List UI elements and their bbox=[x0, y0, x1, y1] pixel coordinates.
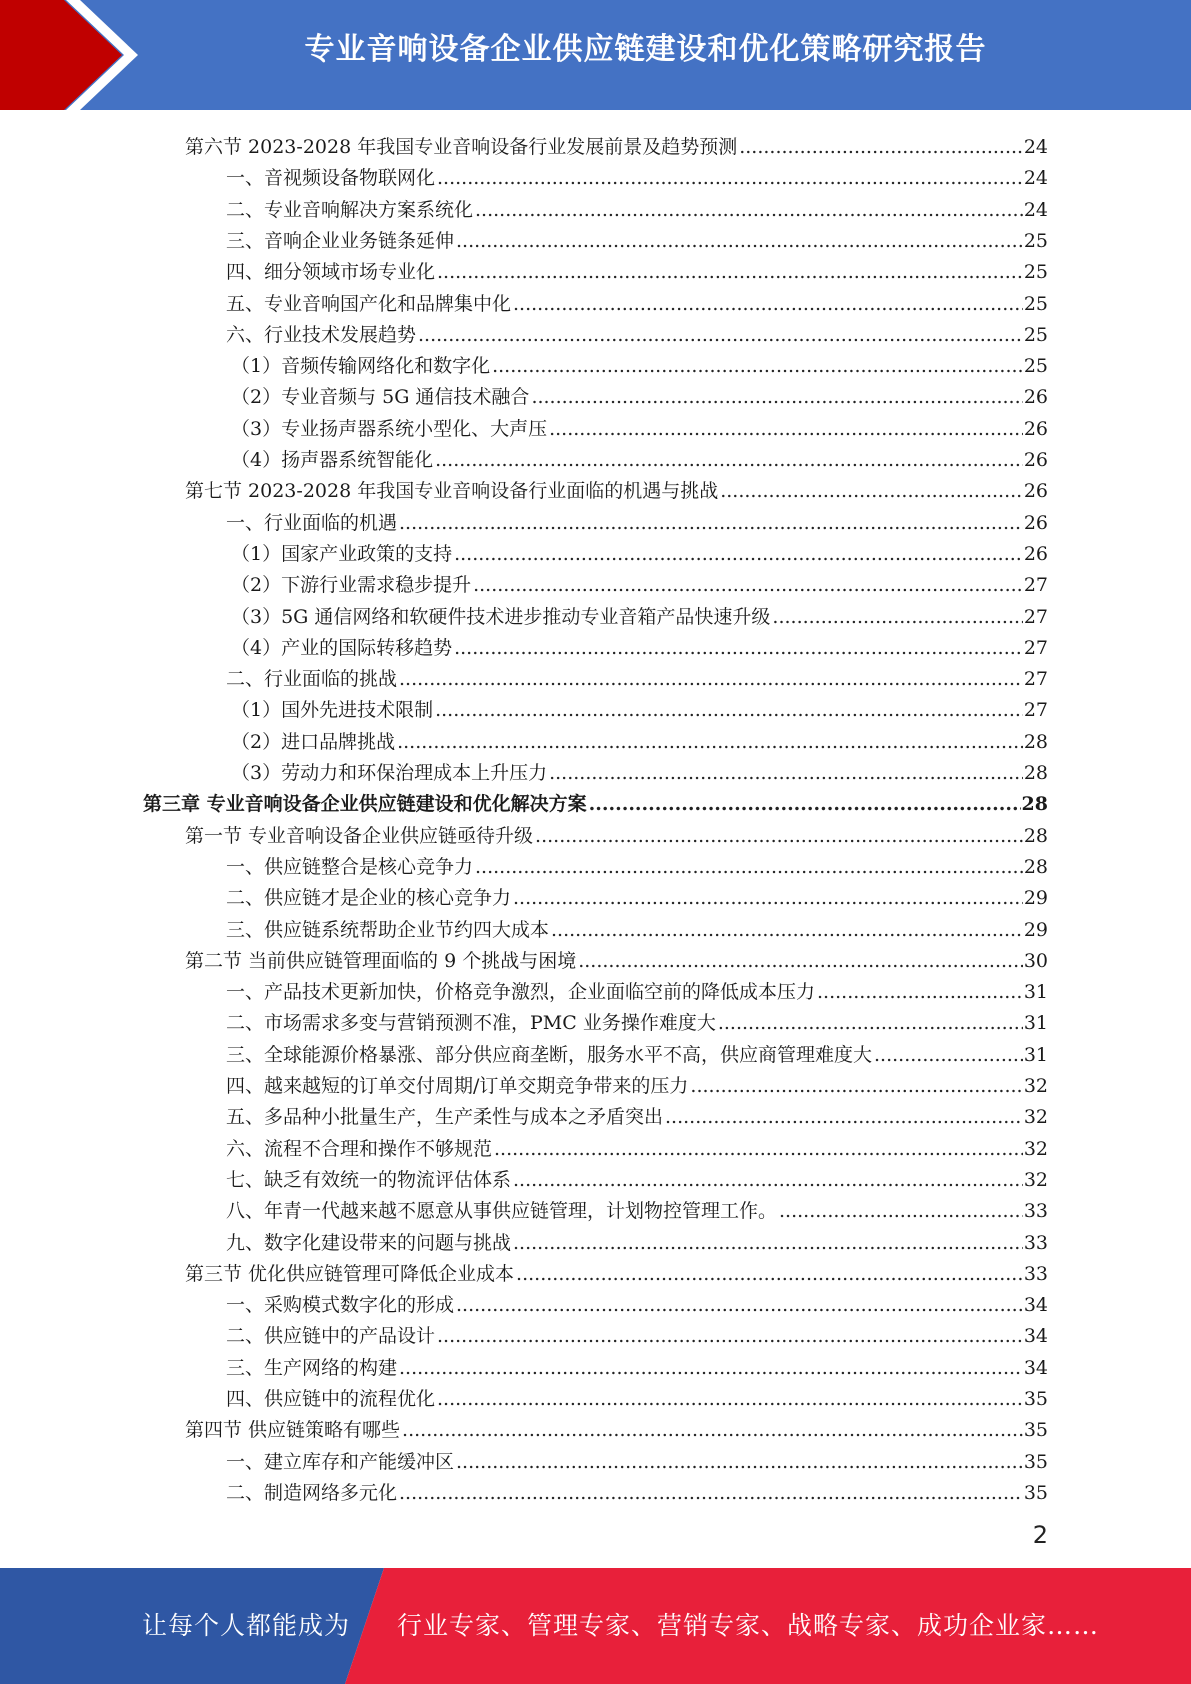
toc-entry-page: 26 bbox=[1023, 512, 1048, 534]
toc-leader-dots bbox=[399, 1481, 1023, 1505]
toc-entry-page: 35 bbox=[1023, 1419, 1048, 1441]
toc-entry-page: 29 bbox=[1023, 919, 1048, 941]
toc-leader-dots bbox=[551, 918, 1023, 942]
toc-entry-page: 25 bbox=[1023, 230, 1048, 252]
toc-subsection-entry[interactable] bbox=[226, 1349, 1048, 1380]
toc-leader-dots bbox=[456, 1293, 1023, 1317]
toc-entry-label: （2）专业音频与 5G 通信技术融合 bbox=[231, 386, 530, 408]
toc-entry-page: 34 bbox=[1023, 1325, 1048, 1347]
toc-leader-dots bbox=[402, 1418, 1023, 1442]
page-number: 2 bbox=[1032, 1521, 1048, 1549]
footer-slogan-right: 行业专家、管理专家、营销专家、战略专家、成功企业家…… bbox=[397, 1611, 1100, 1640]
toc-entry-label: 三、生产网络的构建 bbox=[226, 1357, 398, 1379]
toc-subsection-entry[interactable] bbox=[226, 911, 1048, 942]
toc-leader-dots bbox=[437, 260, 1023, 284]
toc-entry-label: 第七节 2023-2028 年我国专业音响设备行业面临的机遇与挑战 bbox=[185, 480, 719, 502]
toc-leader-dots bbox=[437, 1324, 1023, 1348]
toc-section-entry[interactable] bbox=[185, 1255, 1048, 1286]
toc-entry-page: 31 bbox=[1023, 1044, 1048, 1066]
toc-entry-page: 25 bbox=[1023, 324, 1048, 346]
toc-leader-dots bbox=[720, 479, 1023, 503]
toc-entry-page: 34 bbox=[1023, 1357, 1048, 1379]
toc-leader-dots bbox=[513, 1168, 1023, 1192]
toc-leader-dots bbox=[690, 1074, 1022, 1098]
toc-leader-dots bbox=[437, 166, 1023, 190]
toc-entry-label: 第二节 当前供应链管理面临的 9 个挑战与困境 bbox=[185, 950, 577, 972]
toc-entry-label: （1）音频传输网络化和数字化 bbox=[231, 355, 491, 377]
toc-entry-label: 五、专业音响国产化和品牌集中化 bbox=[226, 293, 512, 315]
toc-leader-dots bbox=[399, 1356, 1023, 1380]
toc-entry-label: 五、多品种小批量生产，生产柔性与成本之矛盾突出 bbox=[226, 1106, 664, 1128]
toc-subsection-entry[interactable] bbox=[226, 1443, 1048, 1474]
toc-leader-dots bbox=[589, 792, 1021, 816]
toc-subsection-entry[interactable] bbox=[231, 754, 1048, 785]
toc-entry-label: 三、音响企业业务链条延伸 bbox=[226, 230, 455, 252]
toc-entry-label: 第四节 供应链策略有哪些 bbox=[185, 1419, 401, 1441]
toc-subsection-entry[interactable] bbox=[226, 222, 1048, 253]
toc-subsection-entry[interactable] bbox=[226, 660, 1048, 691]
toc-entry-label: （3）5G 通信网络和软硬件技术进步推动专业音箱产品快速升级 bbox=[231, 606, 771, 628]
toc-leader-dots bbox=[578, 949, 1023, 973]
toc-entry-label: （1）国外先进技术限制 bbox=[231, 699, 434, 721]
toc-leader-dots bbox=[549, 417, 1023, 441]
toc-entry-page: 27 bbox=[1023, 637, 1048, 659]
toc-entry-page: 32 bbox=[1023, 1169, 1048, 1191]
toc-entry-label: 二、供应链才是企业的核心竞争力 bbox=[226, 887, 512, 909]
report-title: 专业音响设备企业供应链建设和优化策略研究报告 bbox=[304, 32, 987, 67]
toc-leader-dots bbox=[437, 1387, 1023, 1411]
toc-subsection-entry[interactable] bbox=[226, 1130, 1048, 1161]
toc-entry-page: 27 bbox=[1023, 668, 1048, 690]
toc-leader-dots bbox=[513, 886, 1023, 910]
toc-subsection-entry[interactable] bbox=[226, 1004, 1048, 1035]
toc-leader-dots bbox=[665, 1105, 1023, 1129]
toc-subsection-entry[interactable] bbox=[226, 253, 1048, 284]
toc-leader-dots bbox=[874, 1043, 1023, 1067]
toc-entry-label: 八、年青一代越来越不愿意从事供应链管理，计划物控管理工作。 bbox=[226, 1200, 778, 1222]
red-arrow-decoration bbox=[0, 0, 150, 110]
toc-entry-label: 一、行业面临的机遇 bbox=[226, 512, 398, 534]
toc-leader-dots bbox=[492, 354, 1023, 378]
toc-leader-dots bbox=[454, 636, 1023, 660]
toc-entry-page: 27 bbox=[1023, 699, 1048, 721]
toc-entry-page: 35 bbox=[1023, 1451, 1048, 1473]
toc-leader-dots bbox=[739, 135, 1023, 159]
toc-subsection-entry[interactable] bbox=[231, 347, 1048, 378]
toc-entry-page: 26 bbox=[1023, 543, 1048, 565]
toc-subsection-entry[interactable] bbox=[231, 691, 1048, 722]
toc-section-entry[interactable] bbox=[185, 817, 1048, 848]
toc-leader-dots bbox=[549, 761, 1023, 785]
toc-subsection-entry[interactable] bbox=[226, 973, 1048, 1004]
toc-leader-dots bbox=[435, 448, 1023, 472]
toc-leader-dots bbox=[454, 542, 1023, 566]
toc-entry-page: 31 bbox=[1023, 981, 1048, 1003]
toc-leader-dots bbox=[535, 824, 1023, 848]
toc-leader-dots bbox=[772, 605, 1022, 629]
toc-leader-dots bbox=[456, 1450, 1023, 1474]
toc-entry-label: 第一节 专业音响设备企业供应链亟待升级 bbox=[185, 825, 534, 847]
toc-leader-dots bbox=[475, 198, 1023, 222]
toc-section-entry[interactable] bbox=[185, 942, 1048, 973]
toc-leader-dots bbox=[513, 1231, 1023, 1255]
toc-leader-dots bbox=[516, 1262, 1023, 1286]
toc-entry-label: （3）专业扬声器系统小型化、大声压 bbox=[231, 418, 548, 440]
toc-entry-label: （2）下游行业需求稳步提升 bbox=[231, 574, 472, 596]
toc-subsection-entry[interactable] bbox=[226, 1036, 1048, 1067]
toc-entry-label: 七、缺乏有效统一的物流评估体系 bbox=[226, 1169, 512, 1191]
toc-chapter-entry[interactable] bbox=[143, 785, 1048, 816]
toc-entry-page: 26 bbox=[1023, 418, 1048, 440]
toc-subsection-entry[interactable] bbox=[231, 410, 1048, 441]
toc-entry-page: 26 bbox=[1023, 386, 1048, 408]
toc-entry-page: 28 bbox=[1023, 731, 1048, 753]
toc-entry-page: 26 bbox=[1023, 449, 1048, 471]
toc-entry-label: 第三节 优化供应链管理可降低企业成本 bbox=[185, 1263, 515, 1285]
toc-entry-label: 二、制造网络多元化 bbox=[226, 1482, 398, 1504]
toc-subsection-entry[interactable] bbox=[226, 285, 1048, 316]
toc-entry-label: 三、全球能源价格暴涨、部分供应商垄断，服务水平不高，供应商管理难度大 bbox=[226, 1044, 873, 1066]
toc-leader-dots bbox=[494, 1137, 1023, 1161]
toc-entry-label: （4）产业的国际转移趋势 bbox=[231, 637, 453, 659]
toc-entry-label: （1）国家产业政策的支持 bbox=[231, 543, 453, 565]
toc-section-entry[interactable] bbox=[185, 1411, 1048, 1442]
toc-entry-label: 九、数字化建设带来的问题与挑战 bbox=[226, 1232, 512, 1254]
toc-entry-page: 24 bbox=[1023, 199, 1048, 221]
toc-entry-page: 28 bbox=[1023, 762, 1048, 784]
toc-entry-page: 30 bbox=[1023, 950, 1048, 972]
toc-entry-label: 一、音视频设备物联网化 bbox=[226, 167, 436, 189]
toc-entry-page: 32 bbox=[1023, 1075, 1048, 1097]
toc-entry-page: 35 bbox=[1023, 1388, 1048, 1410]
toc-entry-label: （4）扬声器系统智能化 bbox=[231, 449, 434, 471]
toc-subsection-entry[interactable] bbox=[231, 598, 1048, 629]
toc-leader-dots bbox=[418, 323, 1023, 347]
toc-entry-page: 32 bbox=[1023, 1138, 1048, 1160]
toc-subsection-entry[interactable] bbox=[226, 1098, 1048, 1129]
toc-entry-label: 二、行业面临的挑战 bbox=[226, 668, 398, 690]
toc-leader-dots bbox=[475, 855, 1023, 879]
toc-entry-page: 28 bbox=[1021, 793, 1048, 815]
toc-entry-label: 二、供应链中的产品设计 bbox=[226, 1325, 436, 1347]
toc-subsection-entry[interactable] bbox=[226, 1474, 1048, 1505]
toc-entry-label: 一、产品技术更新加快，价格竞争激烈，企业面临空前的降低成本压力 bbox=[226, 981, 816, 1003]
toc-subsection-entry[interactable] bbox=[226, 159, 1048, 190]
toc-subsection-entry[interactable] bbox=[231, 378, 1048, 409]
toc-entry-label: 四、供应链中的流程优化 bbox=[226, 1388, 436, 1410]
toc-subsection-entry[interactable] bbox=[226, 316, 1048, 347]
toc-entry-page: 28 bbox=[1023, 825, 1048, 847]
toc-entry-page: 27 bbox=[1023, 606, 1048, 628]
toc-subsection-entry[interactable] bbox=[226, 1161, 1048, 1192]
toc-leader-dots bbox=[779, 1199, 1023, 1223]
toc-leader-dots bbox=[718, 1011, 1023, 1035]
toc-leader-dots bbox=[435, 698, 1023, 722]
toc-entry-page: 33 bbox=[1023, 1232, 1048, 1254]
toc-section-entry[interactable] bbox=[185, 472, 1048, 503]
toc-entry-page: 25 bbox=[1023, 293, 1048, 315]
toc-leader-dots bbox=[456, 229, 1023, 253]
toc-entry-label: 六、流程不合理和操作不够规范 bbox=[226, 1138, 493, 1160]
toc-entry-page: 34 bbox=[1023, 1294, 1048, 1316]
toc-subsection-entry[interactable] bbox=[226, 1192, 1048, 1223]
toc-subsection-entry[interactable] bbox=[226, 848, 1048, 879]
toc-entry-label: 一、建立库存和产能缓冲区 bbox=[226, 1451, 455, 1473]
toc-leader-dots bbox=[399, 667, 1023, 691]
toc-subsection-entry[interactable] bbox=[226, 504, 1048, 535]
toc-subsection-entry[interactable] bbox=[226, 1286, 1048, 1317]
toc-entry-label: （2）进口品牌挑战 bbox=[231, 731, 396, 753]
toc-subsection-entry[interactable] bbox=[226, 191, 1048, 222]
toc-entry-label: 第六节 2023-2028 年我国专业音响设备行业发展前景及趋势预测 bbox=[185, 136, 738, 158]
toc-subsection-entry[interactable] bbox=[226, 1317, 1048, 1348]
toc-subsection-entry[interactable] bbox=[226, 879, 1048, 910]
footer-banner bbox=[0, 1568, 1191, 1684]
toc-entry-label: 二、市场需求多变与营销预测不准，PMC 业务操作难度大 bbox=[226, 1012, 716, 1034]
toc-entry-label: 二、专业音响解决方案系统化 bbox=[226, 199, 474, 221]
toc-entry-page: 25 bbox=[1023, 261, 1048, 283]
toc-entry-label: 第三章 专业音响设备企业供应链建设和优化解决方案 bbox=[143, 793, 587, 815]
toc-entry-label: 三、供应链系统帮助企业节约四大成本 bbox=[226, 919, 550, 941]
toc-entry-page: 31 bbox=[1023, 1012, 1048, 1034]
toc-leader-dots bbox=[817, 980, 1023, 1004]
toc-subsection-entry[interactable] bbox=[226, 1224, 1048, 1255]
toc-subsection-entry[interactable] bbox=[231, 535, 1048, 566]
toc-entry-page: 24 bbox=[1023, 136, 1048, 158]
toc-entry-label: 一、采购模式数字化的形成 bbox=[226, 1294, 455, 1316]
toc-entry-label: 四、细分领域市场专业化 bbox=[226, 261, 436, 283]
toc-leader-dots bbox=[473, 573, 1023, 597]
toc-entry-page: 24 bbox=[1023, 167, 1048, 189]
footer-slogan-left: 让每个人都能成为 bbox=[142, 1611, 351, 1640]
toc-entry-page: 25 bbox=[1023, 355, 1048, 377]
toc-entry-page: 35 bbox=[1023, 1482, 1048, 1504]
toc-subsection-entry[interactable] bbox=[231, 629, 1048, 660]
toc-entry-page: 26 bbox=[1023, 480, 1048, 502]
toc-leader-dots bbox=[399, 511, 1023, 535]
toc-subsection-entry[interactable] bbox=[226, 1380, 1048, 1411]
toc-subsection-entry[interactable] bbox=[231, 566, 1048, 597]
toc-entry-label: （3）劳动力和环保治理成本上升压力 bbox=[231, 762, 548, 784]
toc-section-entry[interactable] bbox=[185, 128, 1048, 159]
toc-entry-page: 32 bbox=[1023, 1106, 1048, 1128]
toc-entry-page: 33 bbox=[1023, 1263, 1048, 1285]
toc-leader-dots bbox=[397, 730, 1023, 754]
toc-entry-page: 28 bbox=[1023, 856, 1048, 878]
toc-entry-page: 29 bbox=[1023, 887, 1048, 909]
toc-subsection-entry[interactable] bbox=[231, 441, 1048, 472]
toc-entry-label: 一、供应链整合是核心竞争力 bbox=[226, 856, 474, 878]
toc-entry-label: 六、行业技术发展趋势 bbox=[226, 324, 417, 346]
toc-leader-dots bbox=[513, 292, 1023, 316]
header-banner bbox=[0, 0, 1191, 110]
toc-entry-label: 四、越来越短的订单交付周期/订单交期竞争带来的压力 bbox=[226, 1075, 689, 1097]
toc-leader-dots bbox=[531, 385, 1022, 409]
toc-subsection-entry[interactable] bbox=[231, 723, 1048, 754]
toc-entry-page: 27 bbox=[1023, 574, 1048, 596]
toc-subsection-entry[interactable] bbox=[226, 1067, 1048, 1098]
toc-entry-page: 33 bbox=[1023, 1200, 1048, 1222]
